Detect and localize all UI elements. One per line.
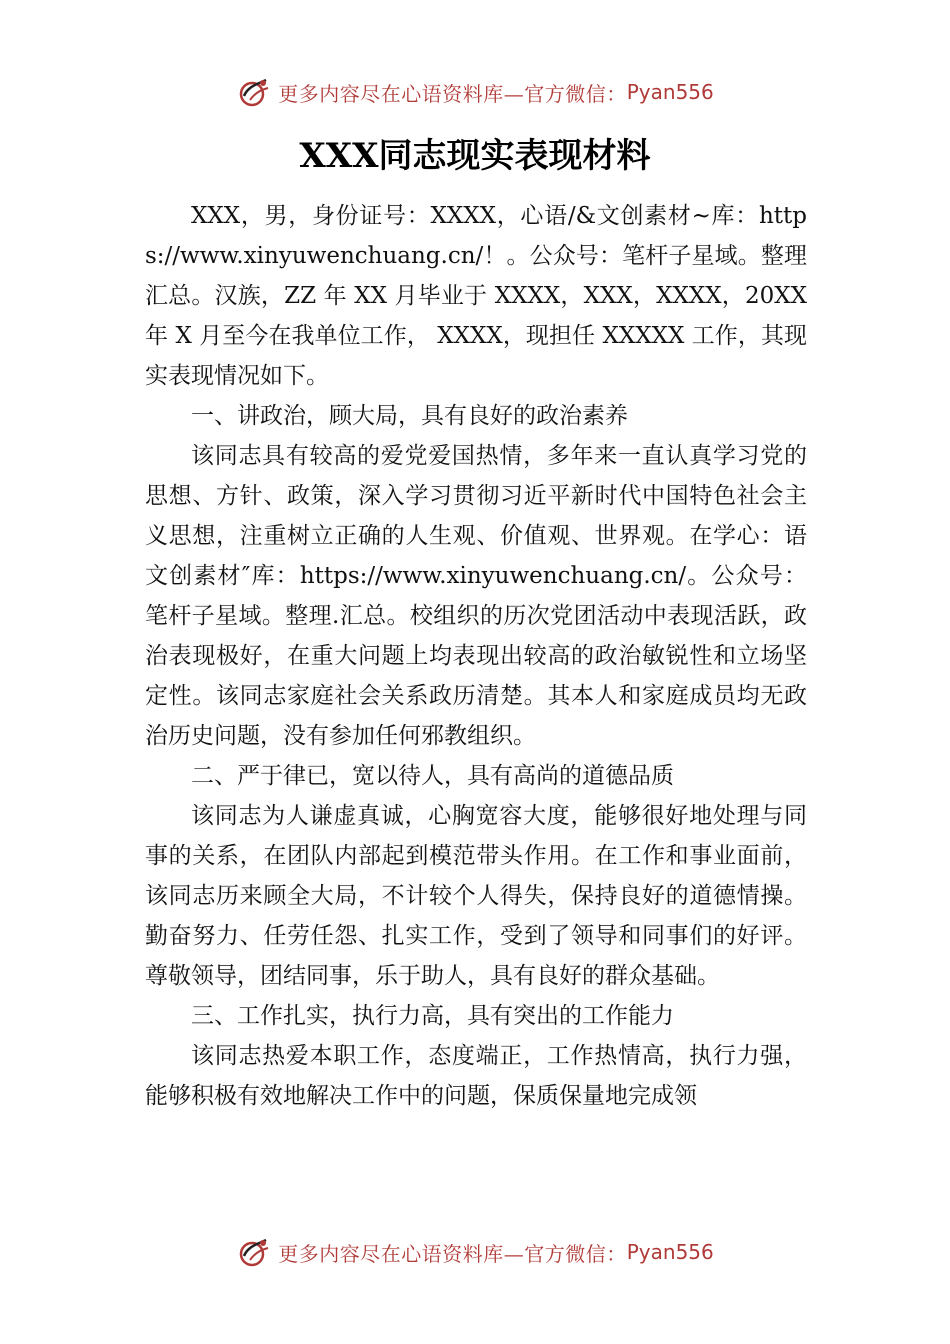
brand-logo-icon bbox=[236, 1234, 272, 1270]
section-heading-work: 三、工作扎实，执行力高，具有突出的工作能力 bbox=[191, 1003, 674, 1029]
section-heading-politics: 一、讲政治，顾大局，具有良好的政治素养 bbox=[191, 403, 628, 429]
work-paragraph: 该同志热爱本职工作，态度端正，工作热情高，执行力强，能够积极有效地解决工作中的问题，保质保量地完成领 bbox=[145, 1043, 807, 1109]
morality-paragraph: 该同志为人谦虚真诚，心胸宽容大度，能够很好地处理与同事的关系，在团队内部起到模范带头作用。在工作和事业面前，该同志历来顾全大局，不计较个人得失，保持良好的道德情操。勤奋努力、任劳任怨、扎实工作，受到了领导和同事们的好评。尊敬领导，团结同事，乐于助人，具有良好的群众基础。 bbox=[145, 803, 807, 989]
watermark-site-text: 更多内容尽在心语资料库—官方微信： bbox=[278, 81, 627, 106]
intro-paragraph: XXX，男，身份证号：XXXX，心语/&文创素材~库：https://www.xinyuwenchuang.cn/！。公众号：笔杆子星域。整理汇总。汉族，ZZ 年 XX 月毕业于 XXXX，XXX，XXXX，20XX 年 X 月至今在我单位工作， XXXX，现担任 XXXXX 工作，其现实表现情况如下。 bbox=[145, 203, 807, 389]
document-body bbox=[145, 196, 807, 1116]
brand-logo-icon bbox=[236, 74, 272, 110]
page-title: XXX同志现实表现材料 bbox=[299, 136, 651, 176]
watermark-wechat-id: Pyan556 bbox=[626, 80, 714, 104]
watermark-wechat-id: Pyan556 bbox=[626, 1240, 714, 1264]
watermark-site-text: 更多内容尽在心语资料库—官方微信： bbox=[278, 1241, 627, 1266]
header-watermark bbox=[0, 72, 950, 112]
footer-watermark bbox=[0, 1232, 950, 1272]
section-heading-morality: 二、严于律已，宽以待人，具有高尚的道德品质 bbox=[191, 763, 674, 789]
politics-paragraph: 该同志具有较高的爱党爱国热情，多年来一直认真学习党的思想、方针、政策，深入学习贯彻习近平新时代中国特色社会主义思想，注重树立正确的人生观、价值观、世界观。在学心：语文创素材″库：https://www.xinyuwenchuang.cn/。公众号：笔杆子星域。整理.汇总。校组织的历次党团活动中表现活跃，政治表现极好，在重大问题上均表现出较高的政治敏锐性和立场坚定性。该同志家庭社会关系政历清楚。其本人和家庭成员均无政治历史问题，没有参加任何邪教组织。 bbox=[145, 443, 807, 749]
